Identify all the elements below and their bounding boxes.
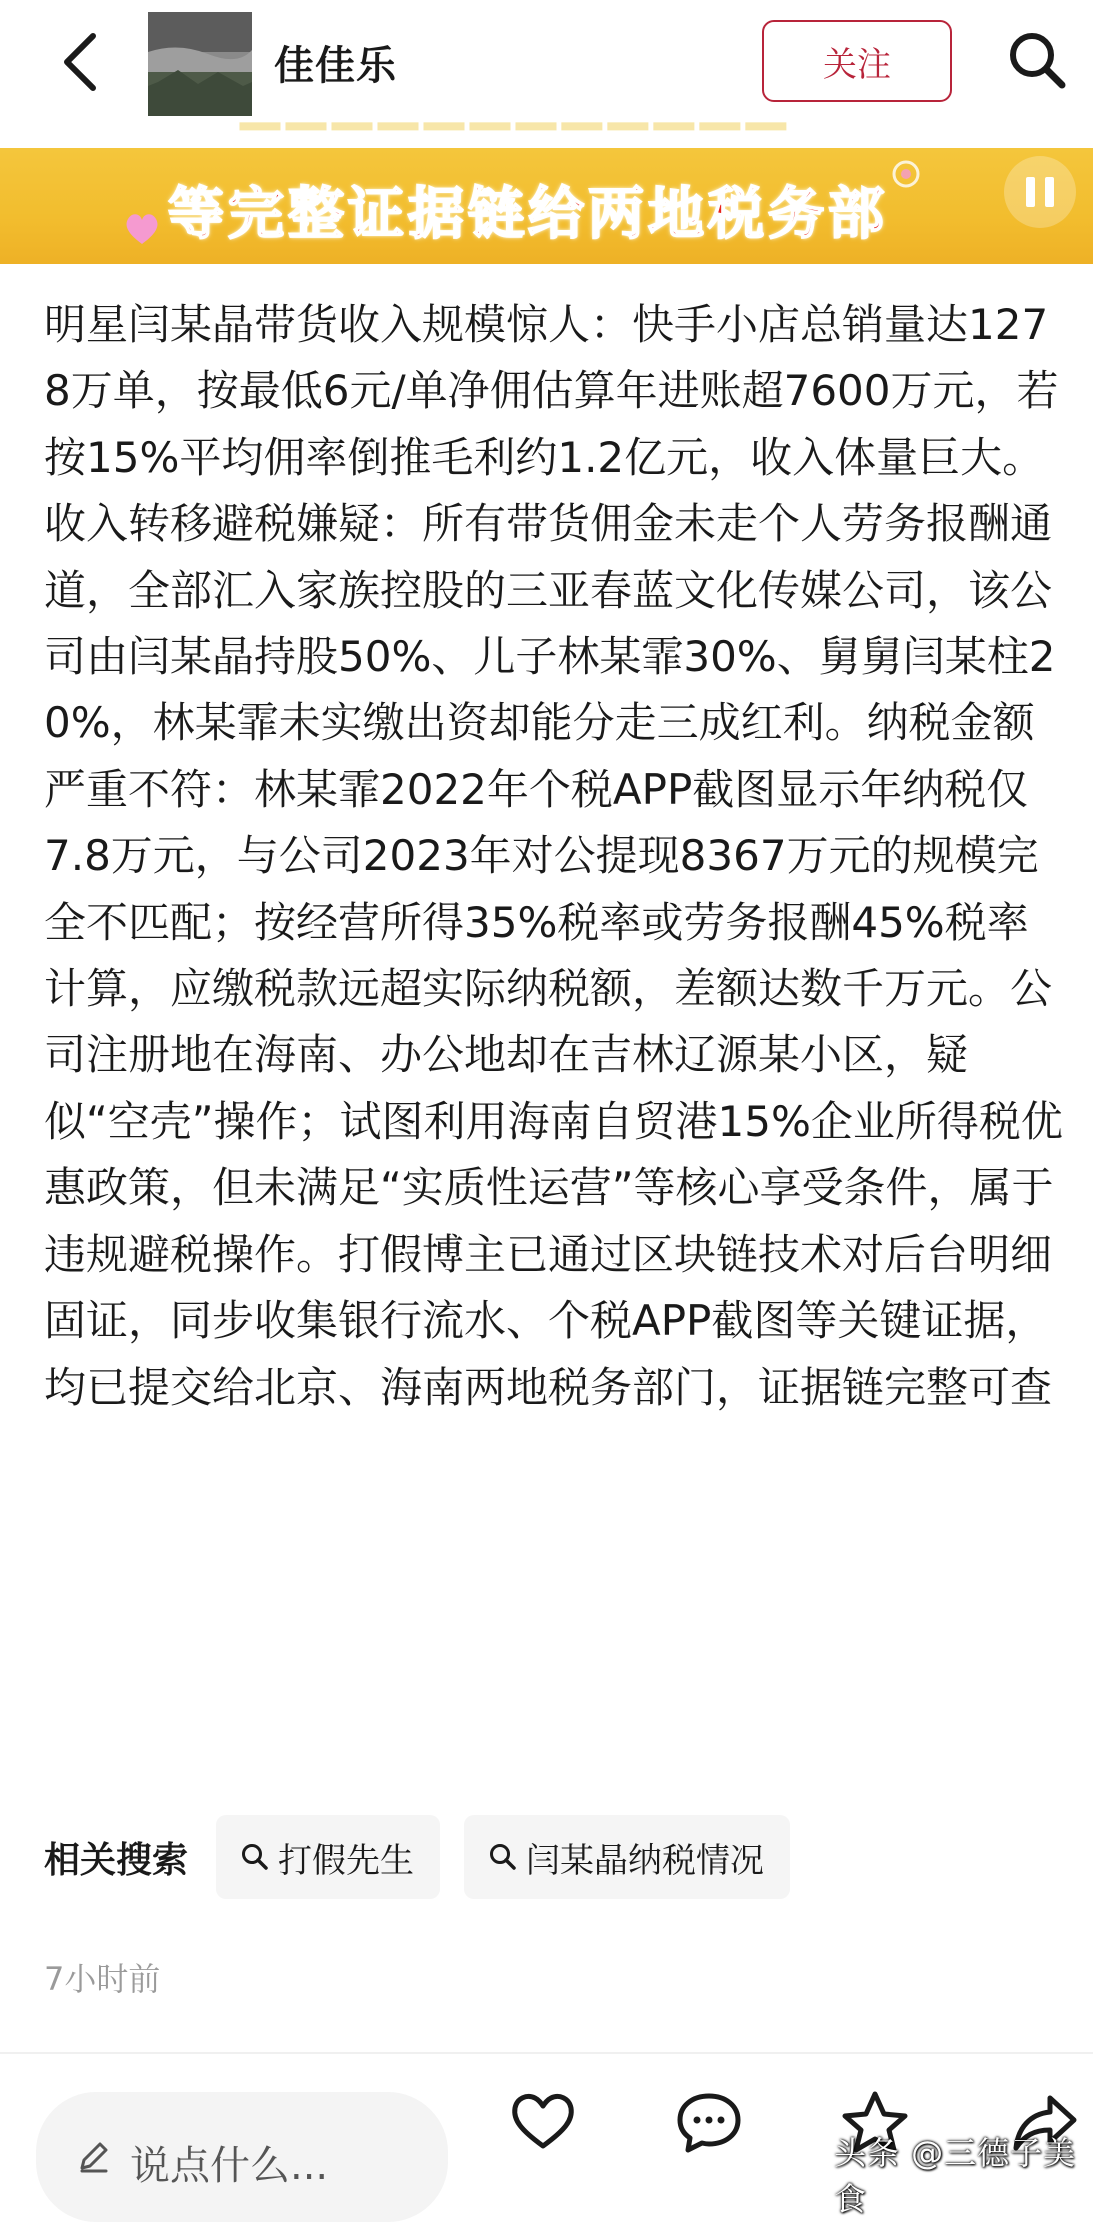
search-icon [1006, 29, 1068, 91]
comment-icon [674, 2090, 744, 2154]
like-button[interactable] [498, 2090, 588, 2152]
related-search-label: 相关搜索 [44, 1839, 189, 1881]
search-button[interactable] [1002, 22, 1072, 98]
back-arrow-icon [59, 30, 99, 94]
banner-ghost-text: ▔▔▔▔▔▔▔▔▔▔▔▔ [240, 124, 792, 184]
related-search-chip[interactable] [216, 1815, 440, 1899]
related-search-chip[interactable] [464, 1815, 790, 1899]
heart-decoration-icon [122, 208, 162, 248]
pause-icon [1026, 177, 1035, 207]
article-body: 明星闫某晶带货收入规模惊人：快手小店总销量达1278万单，按最低6元/单净佣估算年进账超7600万元，若按15%平均佣率倒推毛利约1.2亿元，收入体量巨大。收入转移避税嫌疑：所有带货佣金未走个人劳务报酬通道，全部汇入家族控股的三亚春蓝文化传媒公司，该公司由闫某晶持股50%、儿子林某霏30%、舅舅闫某柱20%，林某霏未实缴出资却能分走三成红利。纳税金额严重不符：林某霏2022年个税APP截图显示年纳税仅7.8万元，与公司2023年对公提现8367万元的规模完全不匹配；按经营所得35%税率或劳务报酬45%税率计算，应缴税款远超实际纳税额，差额达数千万元。公司注册地在海南、办公地却在吉林辽源某小区，疑似“空壳”操作；试图利用海南自贸港15%企业所得税优惠政策，但未满足“实质性运营”等核心享受条件，属于违规避税操作。打假博主已通过区块链技术对后台明细固证，同步收集银行流水、个税APP截图等关键证据，均已提交给北京、海南两地税务部门，证据链完整可查 [44, 300, 1063, 1412]
comment-placeholder: 说点什么... [130, 2143, 329, 2189]
banner-caption: 等完整证据链给两地税务部 [168, 181, 888, 247]
related-search-chip-label: 闫某晶纳税情况 [526, 1840, 765, 1881]
avatar-image [148, 12, 252, 116]
pencil-icon [76, 2138, 112, 2174]
related-search-chip-label: 打假先生 [278, 1840, 415, 1881]
back-button[interactable] [44, 22, 114, 102]
flower-decoration-icon [890, 158, 922, 190]
avatar[interactable] [148, 12, 252, 116]
watermark: 头条 @三德子美食 [834, 2134, 1077, 2218]
pause-button[interactable] [1004, 156, 1076, 228]
heart-icon [509, 2090, 577, 2152]
author-name[interactable]: 佳佳乐 [274, 43, 397, 89]
search-icon [488, 1842, 518, 1872]
related-search [44, 1812, 814, 1902]
comment-button[interactable] [664, 2090, 754, 2154]
post-timestamp: 7小时前 [44, 1960, 161, 1998]
video-banner[interactable] [0, 124, 1093, 264]
follow-button[interactable]: 关注 [762, 20, 952, 102]
comment-input[interactable] [36, 2092, 448, 2222]
divider [0, 2052, 1093, 2054]
pause-icon-bar [1045, 177, 1054, 207]
search-icon [240, 1842, 270, 1872]
